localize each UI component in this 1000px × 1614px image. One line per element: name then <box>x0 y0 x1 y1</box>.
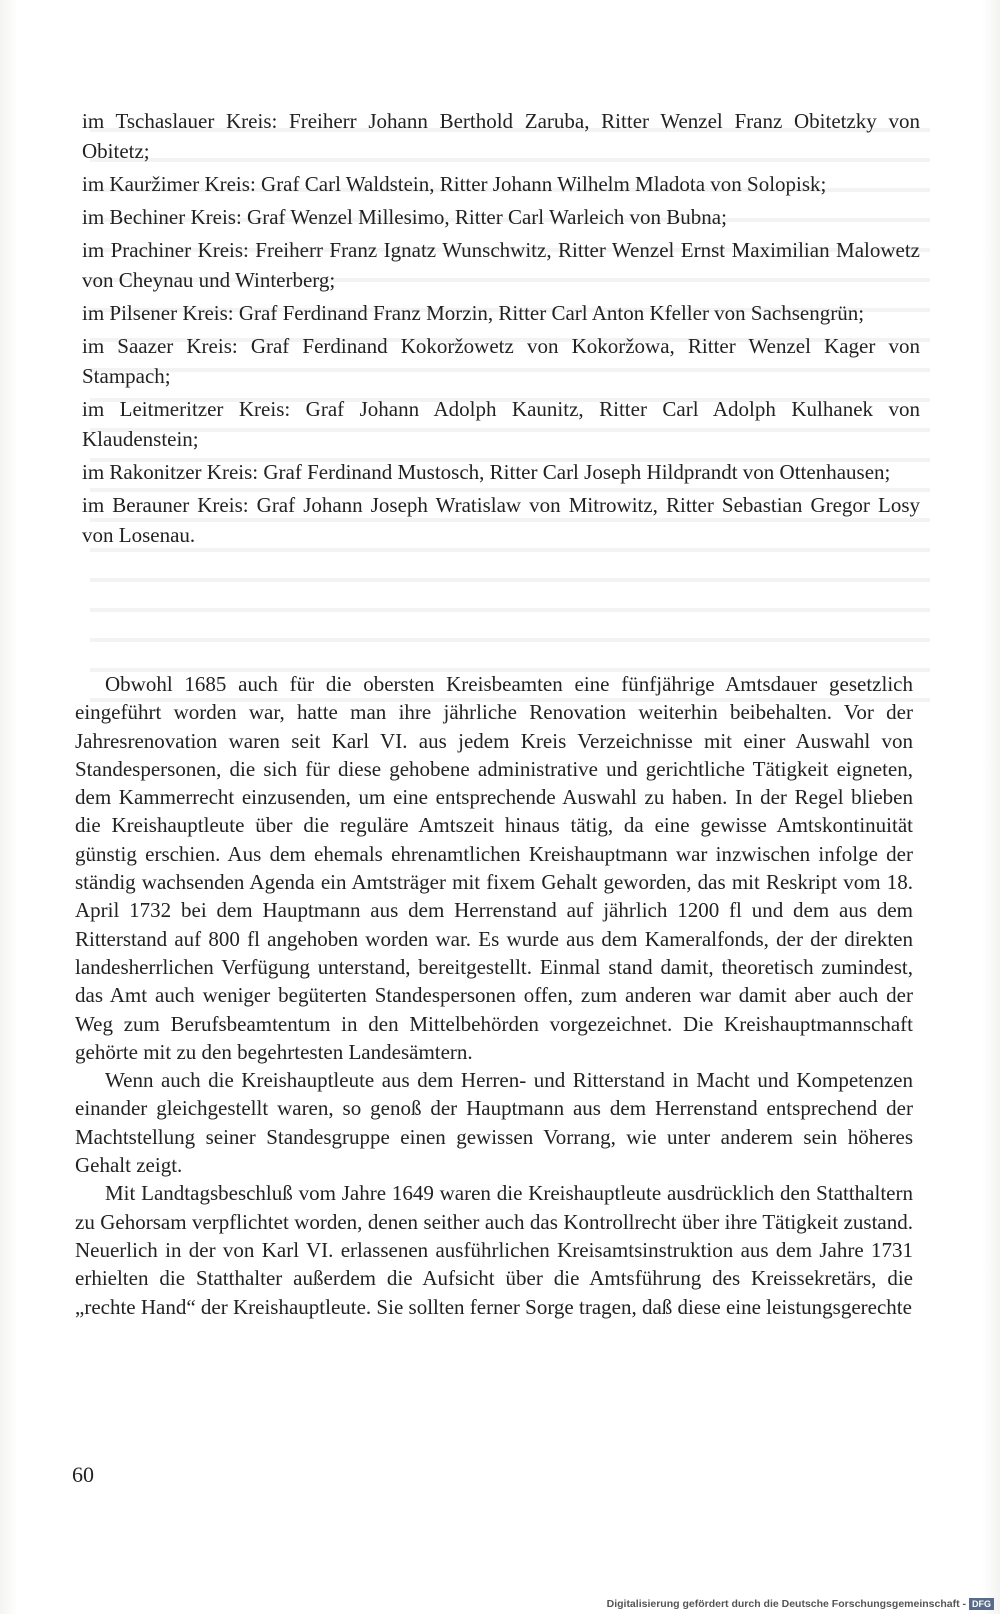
dfg-logo-icon: DFG <box>969 1598 994 1610</box>
paragraph: Mit Landtagsbeschluß vom Jahre 1649 waren die Kreishauptleute ausdrücklich den Statthaltern zu Gehorsam verpflichtet worden, denen seither auch das Kontrollrecht über ihre Tätigkeit zustand. Neuerlich in der von Karl VI. erlassenen ausführlichen Kreisamtsinstruktion aus dem Jahre 1731 erhielten die Statthalter außerdem die Aufsicht über die Amtsführung des Kreissekretärs, die „rechte Hand“ der Kreishauptleute. Sie sollten ferner Sorge tragen, daß diese eine leistungsgerechte <box>75 1181 913 1319</box>
footer-text: Digitalisierung gefördert durch die Deutsche Forschungsgemeinschaft - <box>606 1598 966 1610</box>
paragraph: Obwohl 1685 auch für die obersten Kreisbeamten eine fünfjährige Amtsdauer gesetzlich eingeführt worden war, hatte man ihre jährliche Renovation weiterhin beibehalten. Vor der Jahresrenovation waren seit Karl VI. aus jedem Kreis Verzeichnisse mit einer Auswahl von Standespersonen, die sich für diese gehobene administrative und gerichtliche Tätigkeit eigneten, dem Kammerrecht einzusenden, um eine entsprechende Auswahl zu haben. In der Regel blieben die Kreishauptleute über die reguläre Amtszeit hinaus tätig, da eine gewisse Amtskontinuität günstig erschien. Aus dem ehemals ehrenamtlichen Kreishauptmann war inzwischen infolge der ständig wachsenden Agenda ein Amtsträger mit fixem Gehalt geworden, das mit Reskript vom 18. April 1732 bei dem Hauptmann aus dem Herrenstand auf jährlich 1200 fl und dem aus dem Ritterstand auf 800 fl angehoben worden war. Es wurde aus dem Kameralfonds, der der direkten landesherrlichen Verfügung unterstand, bereitgestellt. Einmal stand damit, theoretisch zumindest, das Amt auch weniger begüterten Standespersonen offen, zum anderen war damit aber auch der Weg zum Berufsbeamtentum in den Mittelbehörden vorgezeichnet. Die Kreishauptmannschaft gehörte mit zu den begehrtesten Landesämtern. <box>75 672 913 1064</box>
kreis-entry: im Leitmeritzer Kreis: Graf Johann Adolph Kaunitz, Ritter Carl Adolph Kulhanek von Klaudenstein; <box>82 397 920 451</box>
kreis-entry: im Bechiner Kreis: Graf Wenzel Millesimo, Ritter Carl Warleich von Bubna; <box>82 205 727 229</box>
kreis-entry: im Pilsener Kreis: Graf Ferdinand Franz Morzin, Ritter Carl Anton Kfeller von Sachsengrün; <box>82 301 865 325</box>
digitization-footer <box>607 1598 994 1610</box>
kreis-entry: im Saazer Kreis: Graf Ferdinand Kokoržowetz von Kokoržowa, Ritter Wenzel Kager von Stampach; <box>82 334 920 388</box>
body-text <box>75 670 913 1321</box>
paragraph: Wenn auch die Kreishauptleute aus dem Herren- und Ritterstand in Macht und Kompetenzen einander gleichgestellt waren, so genoß der Hauptmann aus dem Herrenstand entsprechend der Machtstellung seiner Standesgruppe einen gewissen Vorrang, wie unter anderem sein höheres Gehalt zeigt. <box>75 1068 913 1178</box>
kreis-entry: im Kauržimer Kreis: Graf Carl Waldstein, Ritter Johann Wilhelm Mladota von Solopisk; <box>82 172 827 196</box>
kreis-list <box>82 106 920 553</box>
kreis-entry: im Tschaslauer Kreis: Freiherr Johann Berthold Zaruba, Ritter Wenzel Franz Obitetzky von Obitetz; <box>82 109 920 163</box>
page-number: 60 <box>72 1462 94 1487</box>
kreis-entry: im Prachiner Kreis: Freiherr Franz Ignatz Wunschwitz, Ritter Wenzel Ernst Maximilian Malowetz von Cheynau und Winterberg; <box>82 238 920 292</box>
kreis-entry: im Rakonitzer Kreis: Graf Ferdinand Mustosch, Ritter Carl Joseph Hildprandt von Ottenhausen; <box>82 460 891 484</box>
kreis-entry: im Berauner Kreis: Graf Johann Joseph Wratislaw von Mitrowitz, Ritter Sebastian Gregor Losy von Losenau. <box>82 493 920 547</box>
